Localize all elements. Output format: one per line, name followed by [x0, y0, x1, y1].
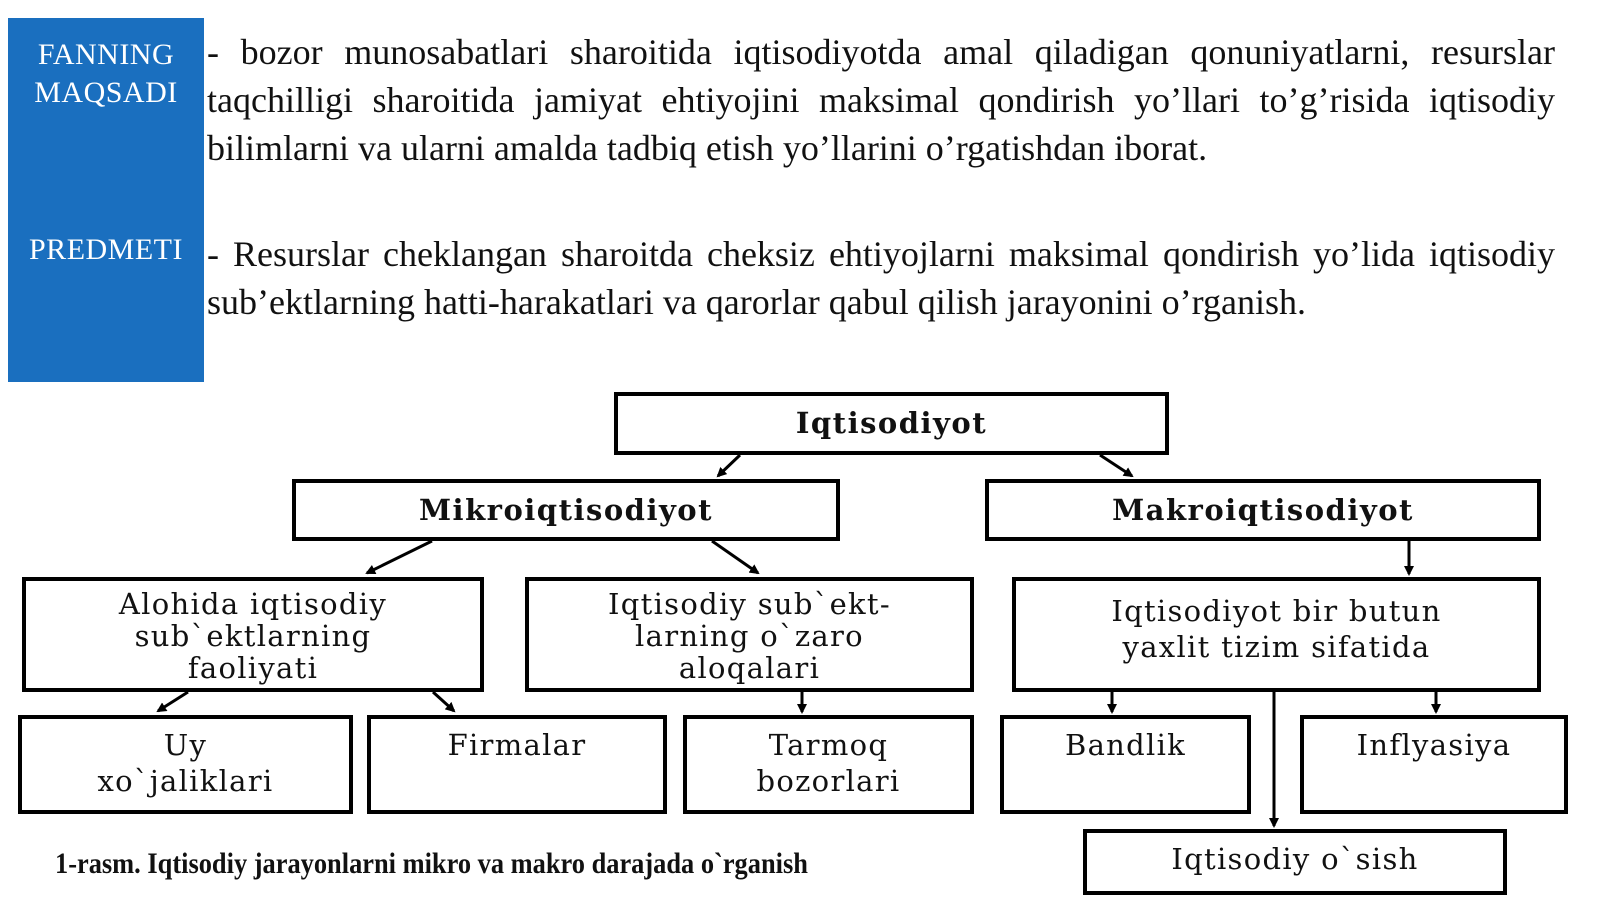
node-firms-text: Firmalar [447, 728, 587, 762]
goal-label-line1: FANNING [37, 38, 175, 71]
subject-paragraph: - Resurslar cheklangan sharoitda cheksiz ehtiyojlarni maksimal qondirish yo’lida iqtisodiy sub’ektlarning hatti-harakatlari va qarorlar qabul qilish jarayonini o’rganish. [207, 234, 1555, 322]
node-markets-line2: bozorlari [756, 764, 901, 798]
node-whole-line2: yaxlit tizim sifatida [1122, 630, 1431, 664]
arrow-root-to-macro [1100, 455, 1132, 476]
node-relations-line2: larning o`zaro [635, 619, 864, 653]
node-markets-line1: Tarmoq [768, 728, 889, 762]
node-economic-growth [1083, 829, 1507, 895]
node-firms [367, 715, 667, 814]
node-microeconomics [292, 479, 840, 541]
arrow-left-to-firms [433, 692, 454, 711]
node-subject-relations [525, 577, 974, 692]
node-households-line2: xo`jaliklari [97, 764, 274, 798]
node-employment-text: Bandlik [1064, 728, 1187, 762]
node-growth-text: Iqtisodiy o`sish [1171, 842, 1419, 876]
node-industry-markets [683, 715, 974, 814]
node-households-line1: Uy [163, 728, 208, 762]
node-economy [614, 392, 1169, 455]
node-inflation-text: Inflyasiya [1356, 728, 1512, 762]
node-inflation [1300, 715, 1568, 814]
arrow-micro-to-left [367, 541, 432, 573]
arrow-root-to-micro [718, 455, 740, 476]
node-individual-line3: faoliyati [187, 651, 319, 685]
node-relations-line3: aloqalari [678, 651, 821, 685]
subject-label: PREDMETI [29, 233, 183, 266]
node-employment [1000, 715, 1251, 814]
goal-label-line2: MAQSADI [34, 76, 178, 109]
arrow-micro-to-right [712, 541, 758, 573]
goal-paragraph: - bozor munosabatlari sharoitida iqtisodiyotda amal qiladigan qonuniyatlarni, resurslar taqchilligi sharoitida jamiyat ehtiyojini maksimal qondirish yo’llari to’g’risida iqtisodiy bilimlarni va ularni amalda tadbiq etish yo’llarini o’rgatishdan iborat. [207, 32, 1555, 168]
figure-caption: 1-rasm. Iqtisodiy jarayonlarni mikro va makro darajada o`rganish [55, 847, 808, 880]
node-whole-line1: Iqtisodiyot bir butun [1111, 594, 1442, 628]
node-macroeconomics [985, 479, 1541, 541]
arrow-left-to-households [158, 692, 188, 711]
node-individual-line2: sub`ektlarning [134, 619, 372, 653]
node-macroeconomics-text: Makroiqtisodiyot [1112, 493, 1414, 527]
node-households [18, 715, 353, 814]
node-whole-system [1012, 577, 1541, 692]
node-economy-text: Iqtisodiyot [795, 406, 988, 440]
node-relations-line1: Iqtisodiy sub`ekt- [608, 587, 891, 621]
node-microeconomics-text: Mikroiqtisodiyot [418, 493, 714, 527]
node-individual-subjects [22, 577, 484, 692]
node-individual-line1: Alohida iqtisodiy [118, 587, 388, 621]
